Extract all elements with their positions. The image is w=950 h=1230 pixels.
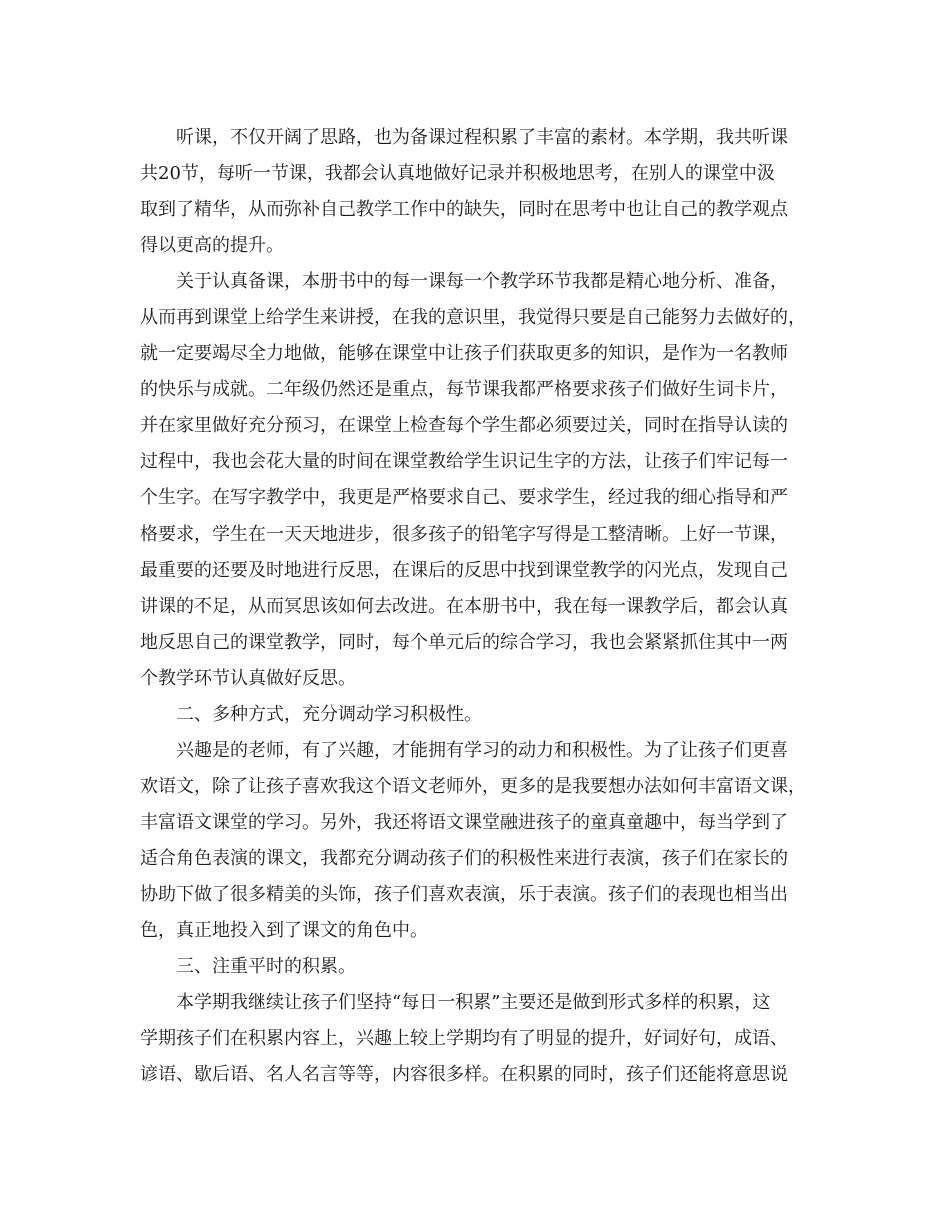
paragraph-line: 丰富语文课堂的学习。另外，我还将语文课堂融进孩子的童真童趣中，每当学到了 [140,811,788,833]
section-heading: 二、多种方式，充分调动学习积极性。 [176,703,482,725]
paragraph-line: 个教学环节认真做好反思。 [140,667,356,689]
paragraph-line: 适合角色表演的课文，我都充分调动孩子们的积极性来进行表演，孩子们在家长的 [140,847,788,869]
paragraph-line: 共20节，每听一节课，我都会认真地做好记录并积极地思考，在别人的课堂中汲 [140,163,775,185]
paragraph-line: 协助下做了很多精美的头饰，孩子们喜欢表演，乐于表演。孩子们的表现也相当出 [140,883,788,905]
paragraph-line: 兴趣是的老师，有了兴趣，才能拥有学习的动力和积极性。为了让孩子们更喜 [176,739,788,761]
paragraph-line: 过程中，我也会花大量的时间在课堂教给学生识记生字的方法，让孩子们牢记每一 [140,451,788,473]
paragraph-line: 得以更高的提升。 [140,235,284,257]
paragraph-line: 最重要的还要及时地进行反思，在课后的反思中找到课堂教学的闪光点，发现自己 [140,559,788,581]
paragraph-line: 欢语文，除了让孩子喜欢我这个语文老师外，更多的是我要想办法如何丰富语文课， [140,775,806,797]
paragraph-line: 的快乐与成就。二年级仍然还是重点，每节课我都严格要求孩子们做好生词卡片， [140,379,788,401]
paragraph-line: 个生字。在写字教学中，我更是严格要求自己、要求学生，经过我的细心指导和严 [140,487,788,509]
paragraph-line: 地反思自己的课堂教学，同时，每个单元后的综合学习，我也会紧紧抓住其中一两 [140,631,788,653]
paragraph-line: 学期孩子们在积累内容上，兴趣上较上学期均有了明显的提升，好词好句，成语、 [140,1028,788,1050]
section-heading: 三、注重平时的积累。 [176,956,356,978]
paragraph-line: 谚语、歇后语、名人名言等等，内容很多样。在积累的同时，孩子们还能将意思说 [140,1064,788,1086]
paragraph-line: 格要求，学生在一天天地进步，很多孩子的铅笔字写得是工整清晰。上好一节课， [140,523,788,545]
paragraph-line: 从而再到课堂上给学生来讲授，在我的意识里，我觉得只要是自己能努力去做好的， [140,307,806,329]
paragraph-line: 关于认真备课，本册书中的每一课每一个教学环节我都是精心地分析、准备， [176,271,788,293]
paragraph-line: 并在家里做好充分预习，在课堂上检查每个学生都必须要过关，同时在指导认读的 [140,415,788,437]
paragraph-line: 本学期我继续让孩子们坚持“每日一积累”主要还是做到形式多样的积累，这 [176,992,771,1014]
paragraph-line: 取到了精华，从而弥补自己教学工作中的缺失，同时在思考中也让自己的教学观点 [140,199,788,221]
paragraph-line: 就一定要竭尽全力地做，能够在课堂中让孩子们获取更多的知识，是作为一名教师 [140,343,788,365]
paragraph-line: 色，真正地投入到了课文的角色中。 [140,920,428,942]
paragraph-line: 听课，不仅开阔了思路，也为备课过程积累了丰富的素材。本学期，我共听课 [176,127,788,148]
document-body [140,120,820,1093]
paragraph-line: 讲课的不足，从而冥思该如何去改进。在本册书中，我在每一课教学后，都会认真 [140,595,788,617]
